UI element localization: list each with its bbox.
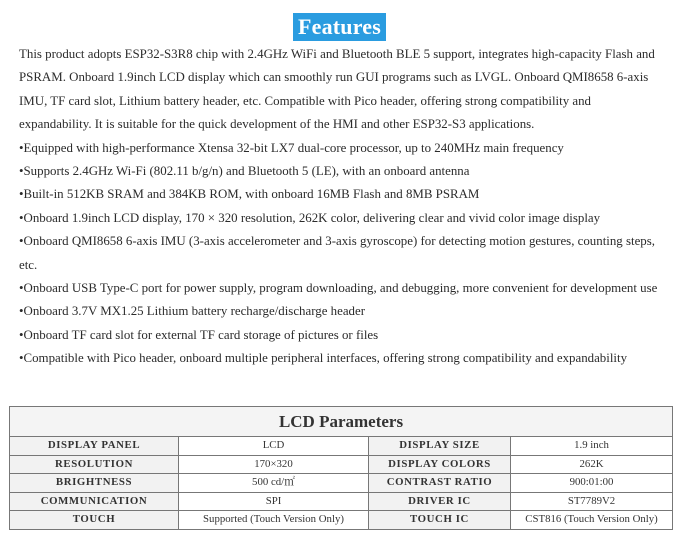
feature-bullet: •Onboard 3.7V MX1.25 Lithium battery recharge/discharge header (19, 304, 366, 319)
table-title: LCD Parameters (10, 407, 673, 437)
param-value: SPI (179, 492, 369, 511)
param-value: 500 cd/㎡ (179, 474, 369, 493)
param-label: COMMUNICATION (10, 492, 179, 511)
param-value: Supported (Touch Version Only) (179, 511, 369, 530)
param-value: 900:01:00 (511, 474, 673, 493)
feature-bullet: •Compatible with Pico header, onboard multiple peripheral interfaces, offering strong compatibility and expandability (19, 351, 628, 366)
feature-bullet: •Built-in 512KB SRAM and 384KB ROM, with onboard 16MB Flash and 8MB PSRAM (19, 187, 480, 202)
param-value: ST7789V2 (511, 492, 673, 511)
feature-bullet: •Onboard TF card slot for external TF card storage of pictures or files (19, 327, 379, 342)
param-label: DISPLAY SIZE (369, 437, 511, 456)
feature-bullet: •Onboard QMI8658 6-axis IMU (3-axis accelerometer and 3-axis gyroscope) for detecting motion gestures, counting steps, etc. (19, 234, 655, 272)
feature-bullet: •Supports 2.4GHz Wi-Fi (802.11 b/g/n) and Bluetooth 5 (LE), with an onboard antenna (19, 164, 470, 179)
param-value: CST816 (Touch Version Only) (511, 511, 673, 530)
param-value: 170×320 (179, 455, 369, 474)
features-heading-wrap (0, 13, 679, 41)
table-title-row (10, 407, 673, 437)
feature-bullet: •Equipped with high-performance Xtensa 32-bit LX7 dual-core processor, up to 240MHz main frequency (19, 140, 564, 155)
param-label: CONTRAST RATIO (369, 474, 511, 493)
intro-paragraph: This product adopts ESP32-S3R8 chip with 2.4GHz WiFi and Bluetooth BLE 5 support, integrates high-capacity Flash and PSRAM. Onboard 1.9inch LCD display which can smoothly run GUI programs such as LVGL. Onboard QMI8658 6-axis IMU, TF card slot, Lithium battery header, etc. Compatible with Pico header, offering strong compatibility and expandability. It is suitable for the quick development of the HMI and other ESP32-S3 applications. (19, 47, 655, 132)
features-heading: Features (293, 13, 386, 41)
lcd-parameters-table (9, 406, 673, 530)
feature-bullet: •Onboard USB Type-C port for power supply, program downloading, and debugging, more convenient for development use (19, 281, 658, 296)
feature-bullet: •Onboard 1.9inch LCD display, 170 × 320 resolution, 262K color, delivering clear and vivid color image display (19, 210, 601, 225)
feature-description (19, 43, 664, 371)
param-label: BRIGHTNESS (10, 474, 179, 493)
param-label: TOUCH (10, 511, 179, 530)
param-label: DRIVER IC (369, 492, 511, 511)
param-value: 262K (511, 455, 673, 474)
table-row (10, 511, 673, 530)
param-label: TOUCH IC (369, 511, 511, 530)
table-row (10, 437, 673, 456)
table-row (10, 455, 673, 474)
param-value: LCD (179, 437, 369, 456)
param-label: RESOLUTION (10, 455, 179, 474)
param-label: DISPLAY COLORS (369, 455, 511, 474)
param-value: 1.9 inch (511, 437, 673, 456)
table-row (10, 474, 673, 493)
table-row (10, 492, 673, 511)
param-label: DISPLAY PANEL (10, 437, 179, 456)
